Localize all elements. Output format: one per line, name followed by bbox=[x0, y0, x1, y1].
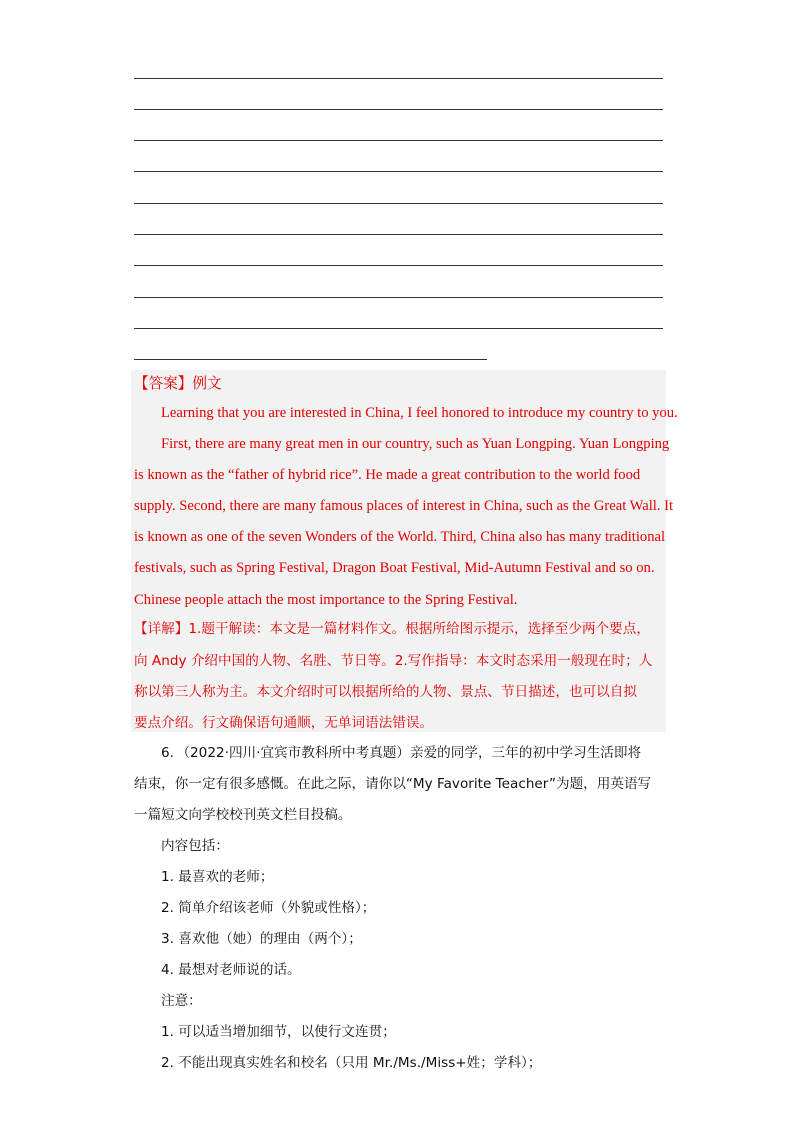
content-item: 4. 最想对老师说的话。 bbox=[161, 962, 301, 978]
detail-line: 向 Andy 介绍中国的人物、名胜、节日等。2.写作指导：本文时态采用一般现在时；人 bbox=[134, 653, 653, 669]
content-label: 内容包括： bbox=[161, 838, 229, 854]
detail-line: 要点介绍。行文确保语句通顺，无单词语法错误。 bbox=[134, 715, 434, 731]
essay-line: Learning that you are interested in China, I feel honored to introduce my country to you. bbox=[161, 405, 678, 421]
writing-line bbox=[134, 297, 663, 298]
question-line: 一篇短文向学校校刊英文栏目投稿。 bbox=[134, 807, 352, 823]
essay-line: festivals, such as Spring Festival, Dragon Boat Festival, Mid-Autumn Festival and so on. bbox=[134, 560, 655, 576]
essay-line: is known as the “father of hybrid rice”. He made a great contribution to the world food bbox=[134, 467, 641, 483]
writing-line bbox=[134, 109, 663, 110]
writing-line bbox=[134, 328, 663, 329]
answer-section bbox=[131, 370, 666, 732]
essay-line: Chinese people attach the most importance to the Spring Festival. bbox=[134, 592, 518, 608]
writing-line bbox=[134, 140, 663, 141]
content-item: 3. 喜欢他（她）的理由（两个）； bbox=[161, 931, 362, 947]
notes-label: 注意： bbox=[161, 993, 202, 1009]
content-item: 2. 简单介绍该老师（外貌或性格）； bbox=[161, 900, 376, 916]
essay-line: is known as one of the seven Wonders of the World. Third, China also has many traditional bbox=[134, 529, 666, 545]
writing-line bbox=[134, 203, 663, 204]
answer-label: 【答案】例文 bbox=[134, 376, 222, 392]
writing-line bbox=[134, 234, 663, 235]
notes-item: 2. 不能出现真实姓名和校名（只用 Mr./Ms./Miss+姓；学科）； bbox=[161, 1055, 542, 1071]
writing-line bbox=[134, 78, 663, 79]
writing-line bbox=[134, 171, 663, 172]
detail-line: 称以第三人称为主。本文介绍时可以根据所给的人物、景点、节日描述，也可以自拟 bbox=[134, 684, 637, 700]
essay-line: supply. Second, there are many famous places of interest in China, such as the Great Wall. It bbox=[134, 498, 674, 514]
notes-item: 1. 可以适当增加细节，以使行文连贯； bbox=[161, 1024, 396, 1040]
detail-line: 【详解】1.题干解读：本文是一篇材料作文。根据所给图示提示，选择至少两个要点， bbox=[134, 621, 650, 637]
question-line: 结束，你一定有很多感慨。在此之际，请你以“My Favorite Teacher”为题，用英语写 bbox=[134, 776, 652, 792]
writing-line-short bbox=[134, 359, 487, 360]
question-line: 6．（2022·四川·宜宾市教科所中考真题）亲爱的同学，三年的初中学习生活即将 bbox=[161, 745, 642, 761]
content-item: 1. 最喜欢的老师； bbox=[161, 869, 274, 885]
writing-line bbox=[134, 265, 663, 266]
essay-line: First, there are many great men in our country, such as Yuan Longping. Yuan Longping bbox=[161, 436, 670, 452]
